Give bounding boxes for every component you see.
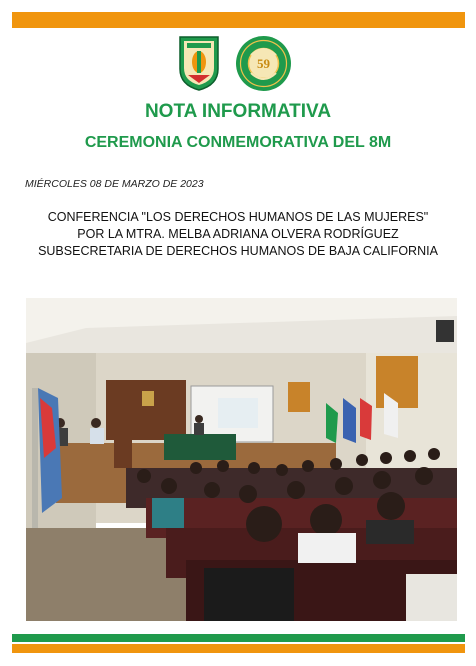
conference-title: CONFERENCIA "LOS DERECHOS HUMANOS DE LAS MUJERES" <box>47 210 429 224</box>
page-title: NOTA INFORMATIVA <box>144 101 332 122</box>
bottom-green-bar <box>12 634 465 642</box>
svg-text:59: 59 <box>257 56 270 71</box>
university-shield-logo <box>178 35 220 91</box>
conference-speaker-role: SUBSECRETARIA DE DERECHOS HUMANOS DE BAJA CALIFORNIA <box>38 244 438 258</box>
event-photo <box>26 298 457 621</box>
conference-line-1 <box>0 209 476 226</box>
event-date: MIÉRCOLES 08 DE MARZO DE 2023 <box>25 178 204 190</box>
bottom-orange-bar <box>12 644 465 653</box>
event-title-text: CEREMONIA CONMEMORATIVA DEL 8M <box>84 134 392 151</box>
event-title <box>0 134 476 152</box>
conference-speaker: POR LA MTRA. MELBA ADRIANA OLVERA RODRÍGUEZ <box>77 227 399 241</box>
top-orange-bar <box>12 12 465 28</box>
conference-details <box>0 209 476 260</box>
faculty-59-anniversary-logo <box>235 35 292 92</box>
